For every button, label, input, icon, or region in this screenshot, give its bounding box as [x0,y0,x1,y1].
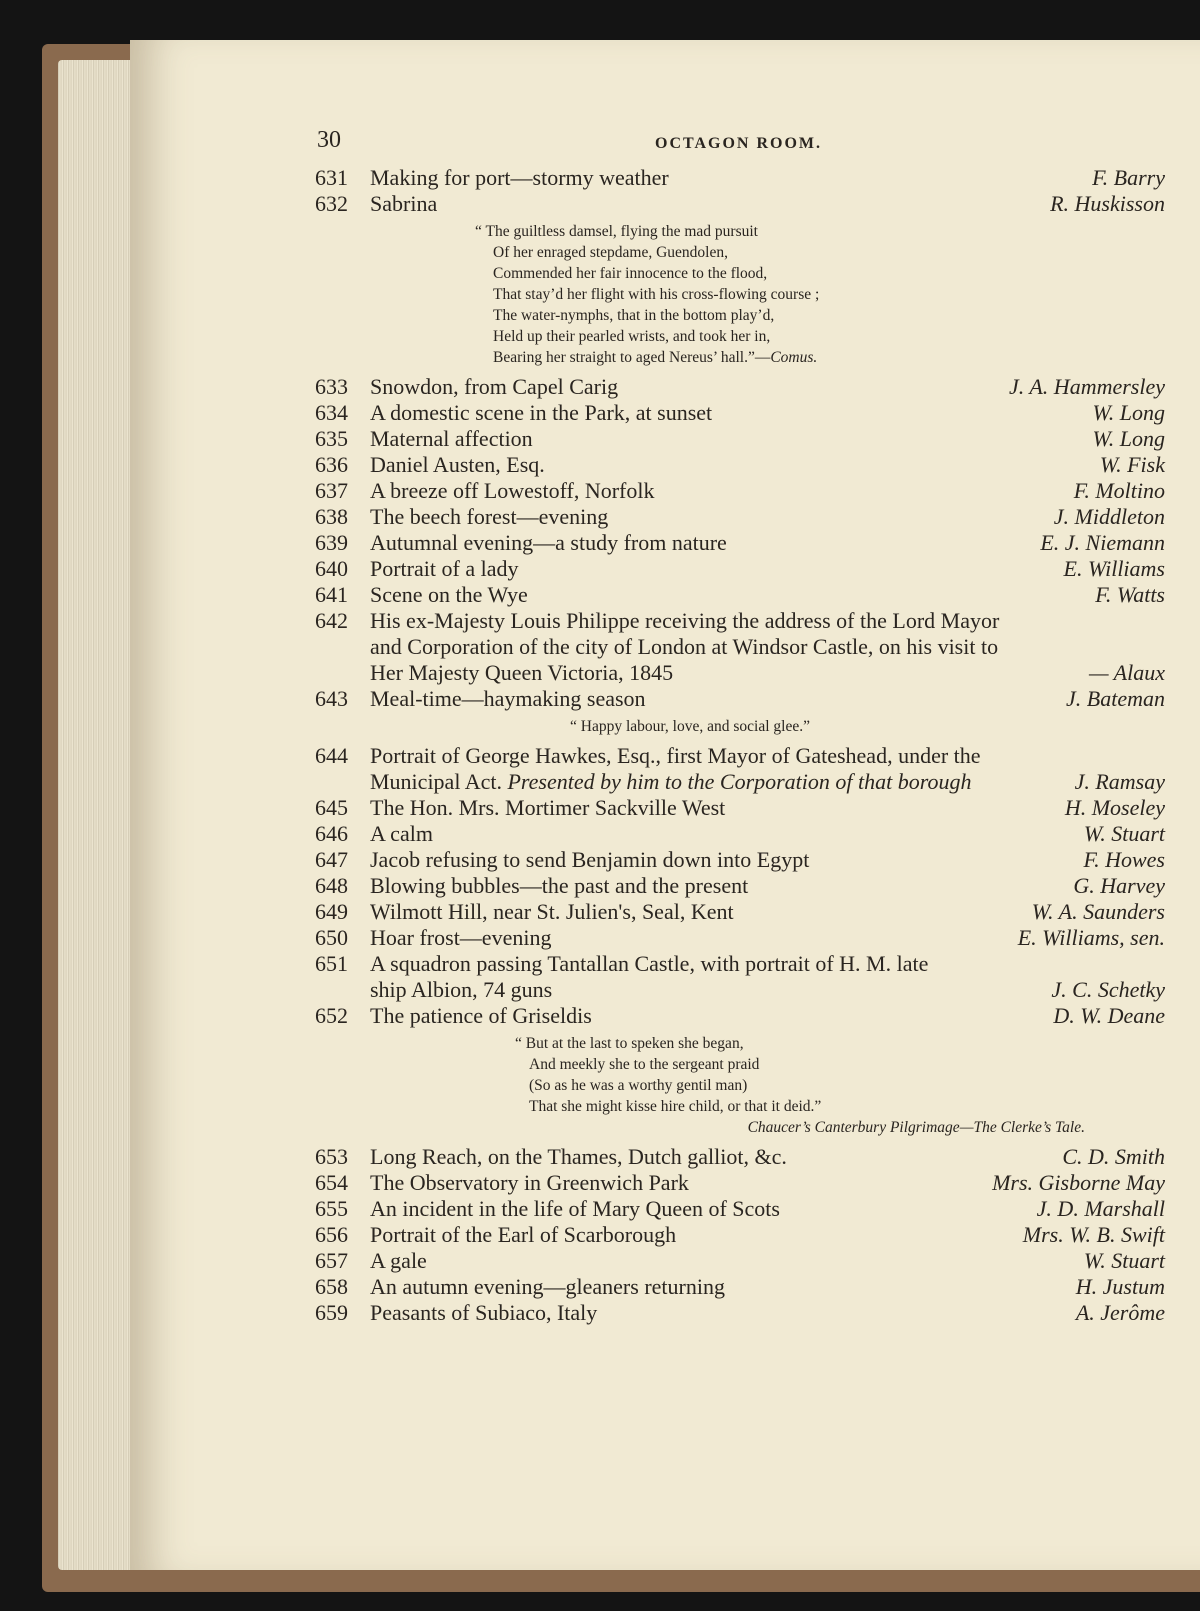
catalogue-entry [315,743,1165,795]
quotation-sabrina [315,221,1165,368]
quote-attribution: Comus. [770,349,818,366]
quote-line: The water-nymphs, that in the bottom play’d, [493,307,775,324]
quote-line-text: Bearing her straight to aged Nereus’ hall.”— [493,349,771,366]
running-head: OCTAGON ROOM. [655,135,823,152]
quote-line: “ The guiltless damsel, flying the mad pursuit [475,223,758,240]
catalogue-entry [315,582,1165,608]
entry-artist: Mrs. Gisborne May [992,1170,1165,1195]
page-header [315,125,1165,165]
catalogue-entry [315,1300,1165,1326]
entry-artist: J. Bateman [1066,686,1165,711]
entry-artist: J. Middleton [1053,504,1165,529]
entry-title: A squadron passing Tantallan Castle, with portrait of H. M. late ship Albion, 74 guns [370,951,929,1002]
catalogue-entry [315,1248,1165,1274]
catalogue-entry [315,873,1165,899]
quote-line: “ But at the last to speken she began, [515,1035,744,1052]
entry-number: 642 [315,608,348,633]
entry-artist: D. W. Deane [1053,1003,1165,1028]
quote-attribution: Chaucer’s Canterbury Pilgrimage—The Clerke’s Tale. [747,1119,1085,1136]
entry-number: 639 [315,530,348,555]
entry-artist: E. Williams, sen. [1017,925,1165,950]
page-content [315,125,1165,1326]
entry-artist: H. Moseley [1064,795,1165,820]
entry-number: 644 [315,743,348,768]
entry-artist: F. Howes [1083,847,1165,872]
entry-number: 641 [315,582,348,607]
entry-number: 649 [315,899,348,924]
entry-number: 632 [315,191,348,216]
entry-title: Jacob refusing to send Benjamin down into Egypt [370,847,810,872]
entry-title: A domestic scene in the Park, at sunset [370,400,713,425]
catalogue-entry [315,1170,1165,1196]
entry-artist: R. Huskisson [1050,191,1165,216]
entry-number: 658 [315,1274,348,1299]
catalogue-entry [315,530,1165,556]
catalogue-entry [315,686,1165,712]
quote-line: “ Happy labour, love, and social glee.” [570,718,810,735]
entry-number: 634 [315,400,348,425]
catalogue-entry [315,899,1165,925]
entry-number: 647 [315,847,348,872]
entry-title [315,743,1020,795]
entry-artist: F. Barry [1092,165,1165,190]
entry-number: 656 [315,1222,348,1247]
entry-artist: F. Watts [1095,582,1165,607]
entry-title: Wilmott Hill, near St. Julien's, Seal, Kent [370,899,734,924]
catalogue-entry [315,374,1165,400]
catalogue-entry [315,426,1165,452]
entry-title: Scene on the Wye [370,582,528,607]
entry-title: Peasants of Subiaco, Italy [370,1300,598,1325]
entry-title: Portrait of a lady [370,556,519,581]
entry-number: 648 [315,873,348,898]
entry-artist: — Alaux [1089,660,1165,685]
catalogue-entry [315,795,1165,821]
entry-artist: W. Fisk [1099,452,1165,477]
quote-line: (So as he was a worthy gentil man) [529,1077,748,1094]
entry-artist: W. A. Saunders [1031,899,1165,924]
entry-number: 638 [315,504,348,529]
quote-line: That stay’d her flight with his cross-flowing course ; [493,286,820,303]
entry-title: Daniel Austen, Esq. [370,452,545,477]
entry-artist: J. Ramsay [1074,769,1165,794]
entry-number: 657 [315,1248,348,1273]
entry-artist: A. Jerôme [1075,1300,1165,1325]
entry-artist: C. D. Smith [1062,1144,1165,1169]
entry-title: A breeze off Lowestoff, Norfolk [370,478,655,503]
entry-title: A calm [370,821,433,846]
entry-artist: J. A. Hammersley [1009,374,1165,399]
catalogue-entry [315,165,1165,191]
entry-number: 651 [315,951,348,976]
catalogue-entry [315,1274,1165,1300]
entry-title: Making for port—stormy weather [370,165,669,190]
catalogue-entry [315,608,1165,686]
entry-title: Snowdon, from Capel Carig [370,374,619,399]
entry-artist: Mrs. W. B. Swift [1022,1222,1165,1247]
entry-title: Portrait of the Earl of Scarborough [370,1222,677,1247]
entry-title: An incident in the life of Mary Queen of Scots [370,1196,780,1221]
entry-title: Autumnal evening—a study from nature [370,530,727,555]
catalogue-entry [315,478,1165,504]
entry-number: 631 [315,165,348,190]
catalogue-entry [315,1222,1165,1248]
entry-title: Sabrina [370,191,438,216]
entry-number: 655 [315,1196,348,1221]
catalogue-entry [315,1144,1165,1170]
entry-title: The patience of Griseldis [370,1003,592,1028]
entry-artist: F. Moltino [1073,478,1165,503]
entry-artist: W. Long [1092,426,1165,451]
entry-title: An autumn evening—gleaners returning [370,1274,725,1299]
quotation-haymaking [315,716,1165,737]
entry-number: 653 [315,1144,348,1169]
entry-artist: J. C. Schetky [1051,977,1165,1002]
entry-artist: W. Long [1092,400,1165,425]
entry-title: The Observatory in Greenwich Park [370,1170,689,1195]
catalogue-entry [315,821,1165,847]
catalogue-entry [315,452,1165,478]
entry-number: 645 [315,795,348,820]
entry-title: Long Reach, on the Thames, Dutch galliot, &c. [370,1144,787,1169]
entry-artist: W. Stuart [1083,821,1165,846]
entry-number: 636 [315,452,348,477]
catalogue-entry [315,847,1165,873]
catalogue-entry [315,191,1165,217]
quote-line: Held up their pearled wrists, and took her in, [493,328,771,345]
entry-artist: W. Stuart [1083,1248,1165,1273]
entry-title: The Hon. Mrs. Mortimer Sackville West [370,795,726,820]
entry-title: His ex-Majesty Louis Philippe receiving the address of the Lord Mayor and Corporation of the city of London at Windsor Castle, on his visit to Her Majesty Queen Victoria, 1845 [370,608,1000,685]
entry-number: 637 [315,478,348,503]
entry-number: 640 [315,556,348,581]
entry-artist: E. Williams [1063,556,1165,581]
catalogue-entry [315,556,1165,582]
catalogue-entry [315,504,1165,530]
entry-artist: E. J. Niemann [1040,530,1165,555]
page-number: 30 [317,127,341,153]
quote-line: Commended her fair innocence to the flood, [493,265,768,282]
entry-title: Hoar frost—evening [370,925,552,950]
quotation-griseldis [315,1033,1165,1138]
entry-number: 654 [315,1170,348,1195]
quote-line [475,347,1165,368]
entry-artist: J. D. Marshall [1036,1196,1165,1221]
entry-number: 650 [315,925,348,950]
entry-title-text: Portrait of George Hawkes, Esq., first Mayor of Gateshead, under the Municipal Act. [370,743,981,794]
quote-line: And meekly she to the sergeant praid [529,1056,760,1073]
quote-line: That she might kisse hire child, or that it deid.” [529,1098,822,1115]
entry-number: 633 [315,374,348,399]
entry-artist: G. Harvey [1073,873,1165,898]
catalogue-entry [315,925,1165,951]
entry-number: 659 [315,1300,348,1325]
entry-number: 643 [315,686,348,711]
entry-number: 635 [315,426,348,451]
entry-number: 652 [315,1003,348,1028]
entry-title: The beech forest—evening [370,504,609,529]
entry-artist: H. Justum [1075,1274,1165,1299]
catalogue-entry [315,1196,1165,1222]
catalogue-entry [315,400,1165,426]
entry-title: A gale [370,1248,427,1273]
entry-number: 646 [315,821,348,846]
entry-title-note: Presented by him to the Corporation of that borough [507,769,972,794]
catalogue-entry [315,1003,1165,1029]
entry-title: Blowing bubbles—the past and the present [370,873,749,898]
quote-line: Of her enraged stepdame, Guendolen, [493,244,728,261]
catalogue-entry [315,951,1165,1003]
entry-title: Maternal affection [370,426,533,451]
entry-title: Meal-time—haymaking season [370,686,646,711]
